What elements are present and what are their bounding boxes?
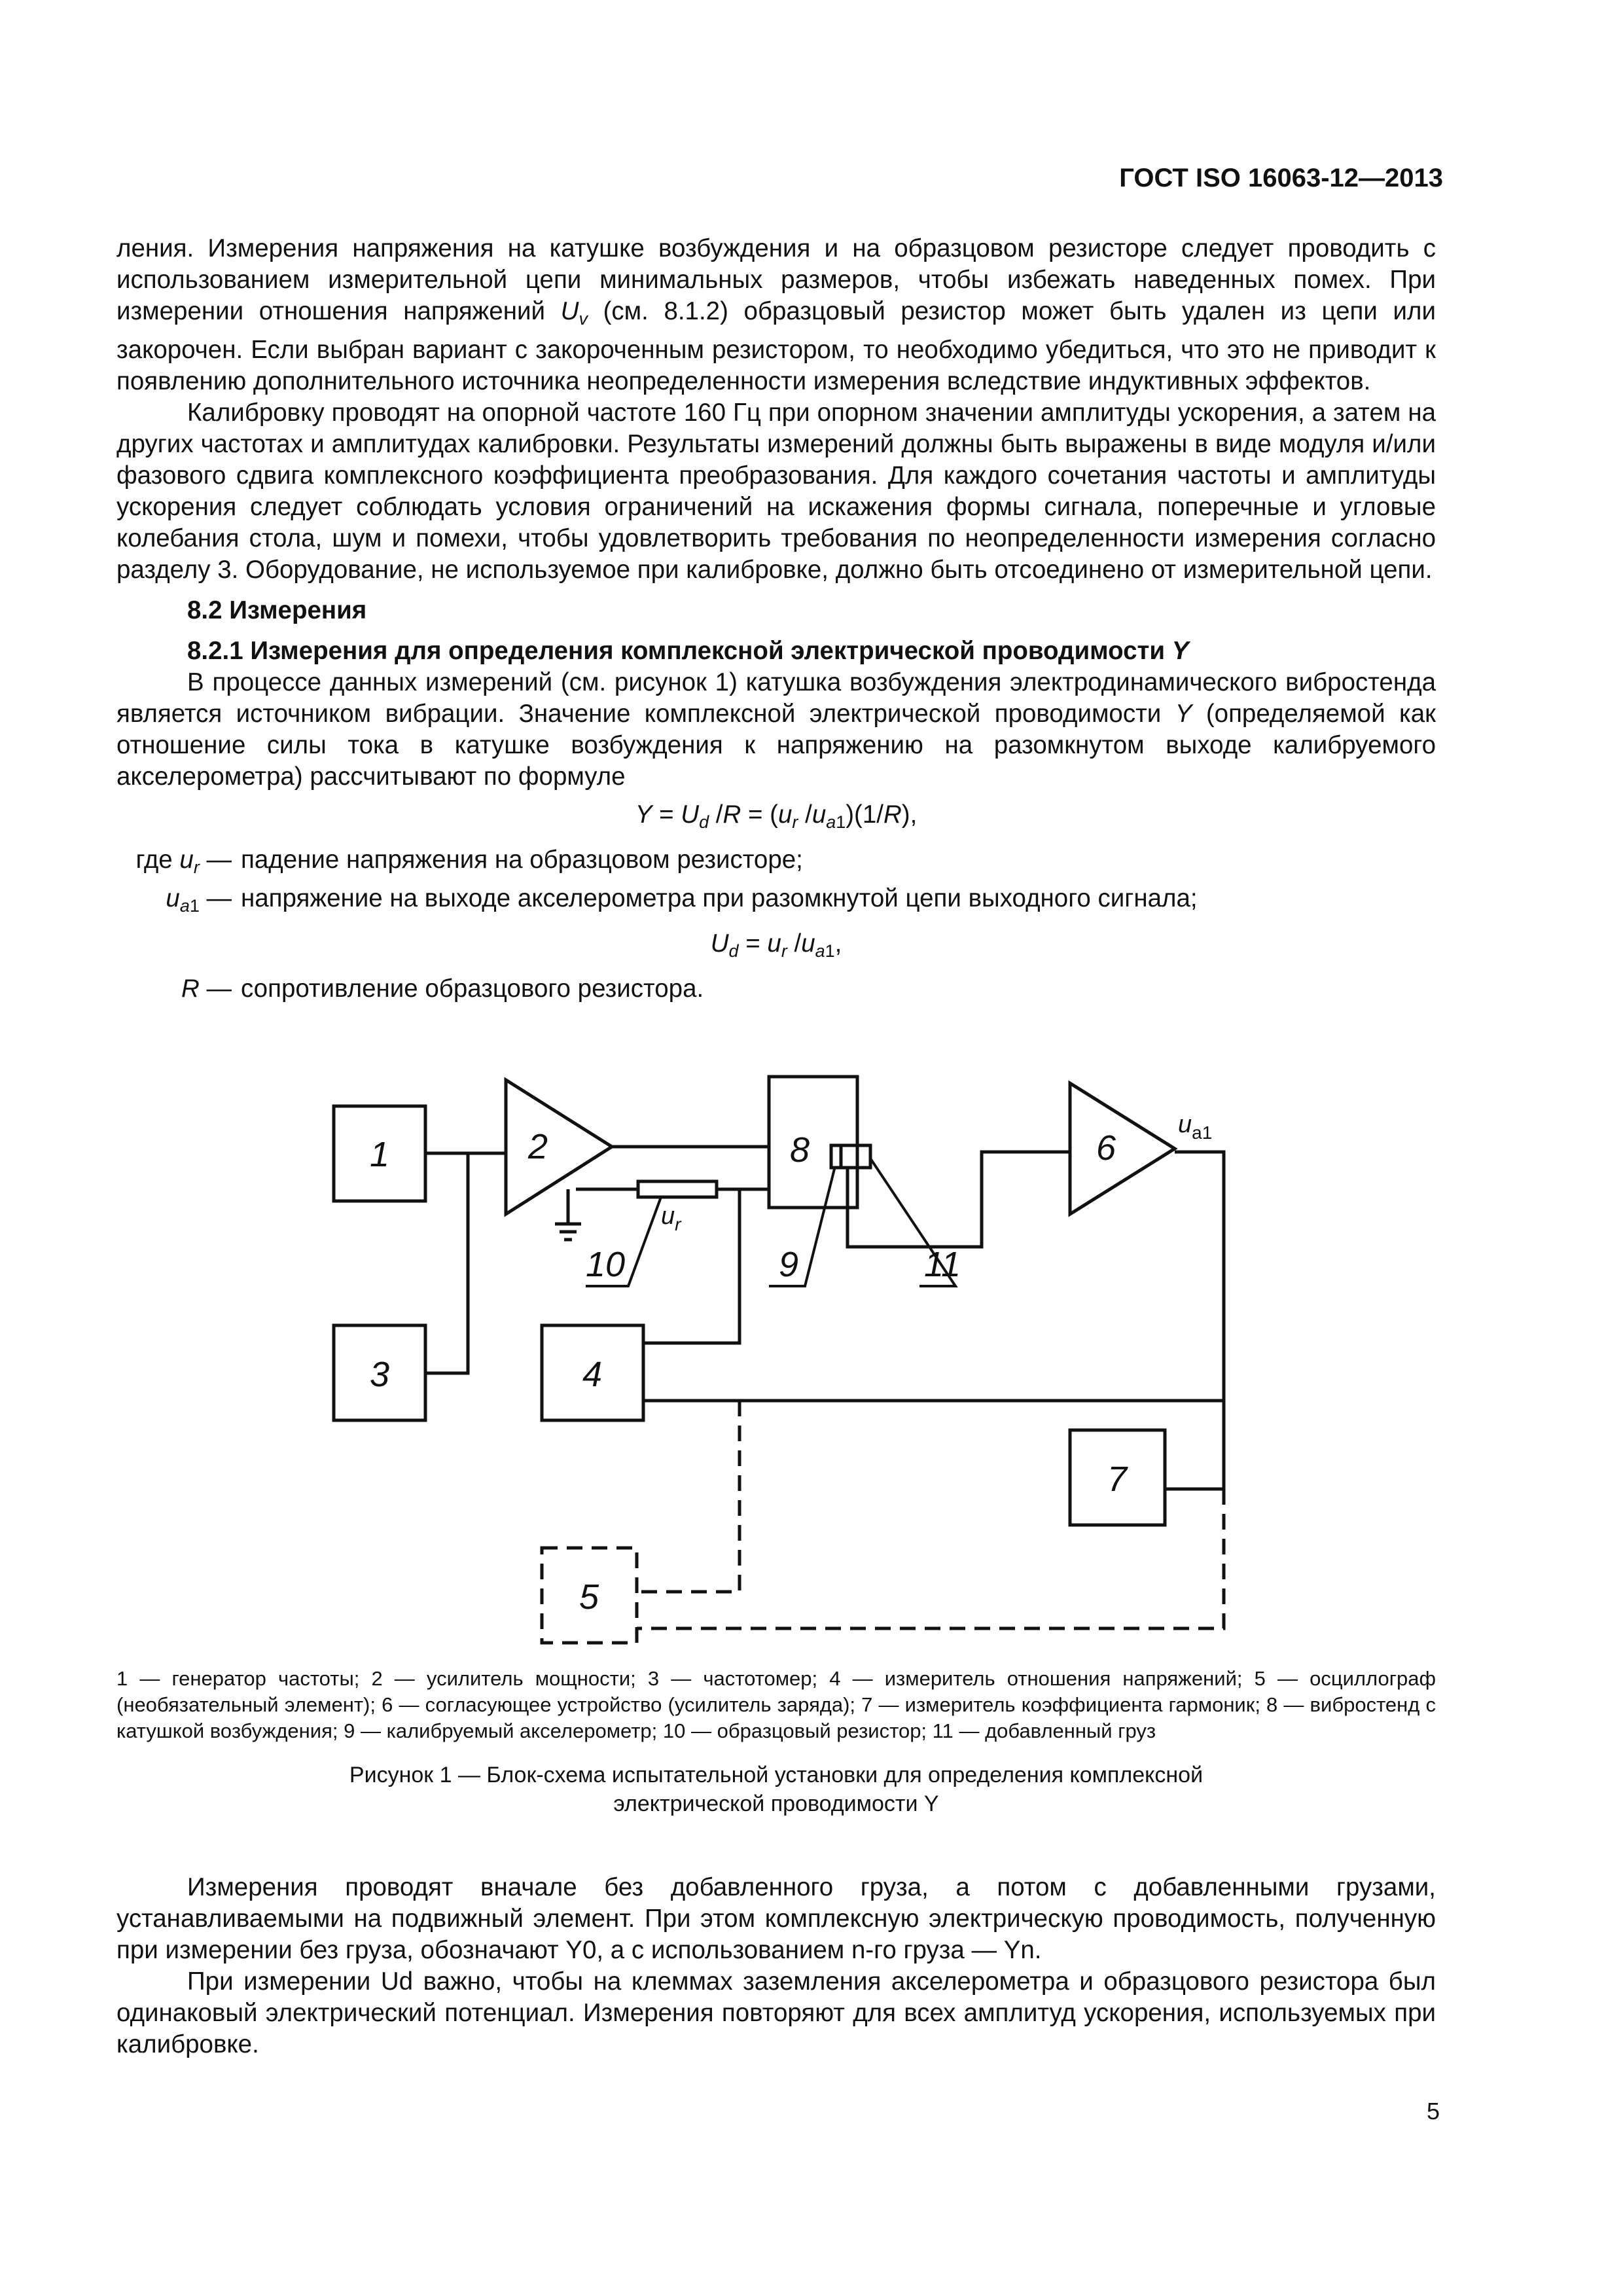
paragraph-2: Калибровку проводят на опорной частоте 160 Гц при опорном значении амплитуды ускорения, а затем на других частотах и амплитудах калибровки. Результаты измерений должны быть выражены в виде модуля и/или фазового сдвига комплексного коэффициента преобразования. Для каждого сочетания частоты и амплитуды ускорения следует соблюдать условия ограничений на искажения формы сигнала, поперечные и угловые колебания стола, шум и помехи, чтобы удовлетворить требования по неопределенности измерения согласно разделу 3. Оборудование, не используемое при калибровке, должно быть отсоединено от измерительной цепи. — [116, 399, 1436, 584]
document-code: ГОСТ ISO 16063-12—2013 — [1119, 164, 1443, 192]
p3-symbol: Y — [1175, 700, 1192, 728]
callout-11: 11 — [923, 1245, 961, 1284]
p1-symbol-sub: v — [579, 309, 588, 329]
p3-text-b: (определяемой как отношение силы тока в катушке возбуждения к напряжению на разомкнутом выходе калибруемого акселерометра) рассчитывают по формуле — [116, 700, 1436, 791]
block-5-label: 5 — [579, 1577, 599, 1617]
page-number: 5 — [1426, 2098, 1440, 2125]
figure-caption — [116, 1761, 1436, 1818]
label-ur-main: u — [661, 1202, 675, 1230]
where-text-r: сопротивление образцового резистора. — [241, 975, 704, 1003]
resistor-10 — [638, 1181, 717, 1197]
figure-caption-line-1: Рисунок 1 — Блок-схема испытательной установки для определения комплексной — [349, 1763, 1204, 1787]
paragraph-3 — [116, 667, 1436, 793]
section-8-2-1-text: 8.2.1 Измерения для определения комплексной электрической проводимости — [187, 637, 1172, 666]
where-row-ur — [116, 844, 1436, 883]
label-ua1 — [1178, 1111, 1212, 1143]
paragraph-5: При измерении Ud важно, чтобы на клеммах заземления акселерометра и образцового резистора был одинаковый электрический потенциал. Измерения повторяют для всех амплитуд ускорения, используемых при калибровке. — [116, 1967, 1436, 2058]
p1-text-a: ления. Измерения напряжения на катушке возбуждения и на образцовом резисторе следует проводить с использованием измерительной цепи минимальных размеров, чтобы избежать наведенных помех. При измерении отношения напряжений — [116, 234, 1436, 325]
where-symbol-r: R — — [181, 975, 232, 1003]
where-row-r — [116, 973, 1436, 1005]
block-4-label: 4 — [582, 1355, 603, 1394]
section-8-2-1-symbol: Y — [1171, 637, 1189, 666]
figure-caption-line-2: электрической проводимости Y — [613, 1791, 939, 1816]
block-7-label: 7 — [1107, 1460, 1128, 1499]
body-text-bottom — [116, 1872, 1436, 2060]
formula-1: $Y = U_d$ $/R = (u_r$ $/u_{a1})(1/R)$, — [635, 800, 918, 833]
section-8-2-1-heading — [116, 636, 1436, 667]
accelerometer-9 — [831, 1145, 870, 1168]
label-ur-sub: r — [675, 1214, 681, 1234]
p1-text-b: (см. 8.1.2) образцовый резистор может быть удален из цепи или закорочен. Если выбран вариант с закороченным резистором, то необходимо убедиться, что это не приводит к появлению дополнительного источника неопределенности измерения вследствие индуктивных эффектов. — [116, 297, 1436, 396]
where-row-ua1 — [116, 883, 1436, 922]
label-ur — [661, 1202, 682, 1234]
where-text-ur: падение напряжения на образцовом резисторе; — [241, 846, 803, 874]
amplifier-6 — [1070, 1083, 1175, 1214]
p1-symbol: U — [560, 297, 579, 325]
where-symbol-ua1: $u_{a1}$ — — [166, 884, 232, 916]
figure-legend: 1 — генератор частоты; 2 — усилитель мощности; 3 — частотомер; 4 — измеритель отношения напряжений; 5 — осциллограф (необязательный элемент); 6 — согласующее устройство (усилитель заряда); 7 — измеритель коэффициента гармоник; 8 — вибростенд с катушкой возбуждения; 9 — калибруемый акселерометр; 10 — образцовый резистор; 11 — добавленный груз — [116, 1667, 1436, 1742]
label-ua1-main: u — [1178, 1111, 1192, 1138]
where-symbol-ur: где $u_r$ — — [135, 846, 232, 878]
label-ua1-sub: a1 — [1192, 1122, 1213, 1143]
callout-10: 10 — [585, 1245, 626, 1284]
paragraph-1 — [116, 233, 1436, 397]
block-diagram — [0, 1060, 1623, 1649]
formula-2: $U_d = u_r$ $/u_{a1}$, — [710, 929, 842, 961]
p3-text-a: В процессе данных измерений (см. рисунок 1) катушка возбуждения электродинамического вибростенда является источником вибрации. Значение комплексной электрической проводимости — [116, 668, 1436, 728]
block-3-label: 3 — [369, 1355, 390, 1394]
block-8-label: 8 — [789, 1130, 810, 1170]
amplifier-2 — [506, 1080, 612, 1214]
callout-9: 9 — [778, 1245, 799, 1284]
where-text-ua1: напряжение на выходе акселерометра при разомкнутой цепи выходного сигнала; — [241, 884, 1198, 913]
block-2-label: 2 — [527, 1127, 548, 1166]
section-8-2-heading: 8.2 Измерения — [187, 596, 367, 625]
block-8 — [769, 1077, 857, 1208]
block-6-label: 6 — [1096, 1128, 1116, 1168]
paragraph-4: Измерения проводят вначале без добавленного груза, а потом с добавленными грузами, устанавливаемыми на подвижный элемент. При этом комплексную электрическую проводимость, полученную при измерении без груза, обозначают Y0, а с использованием n-го груза — Yn. — [116, 1873, 1436, 1964]
body-text-top — [116, 233, 1436, 1005]
block-1-label: 1 — [369, 1135, 390, 1174]
